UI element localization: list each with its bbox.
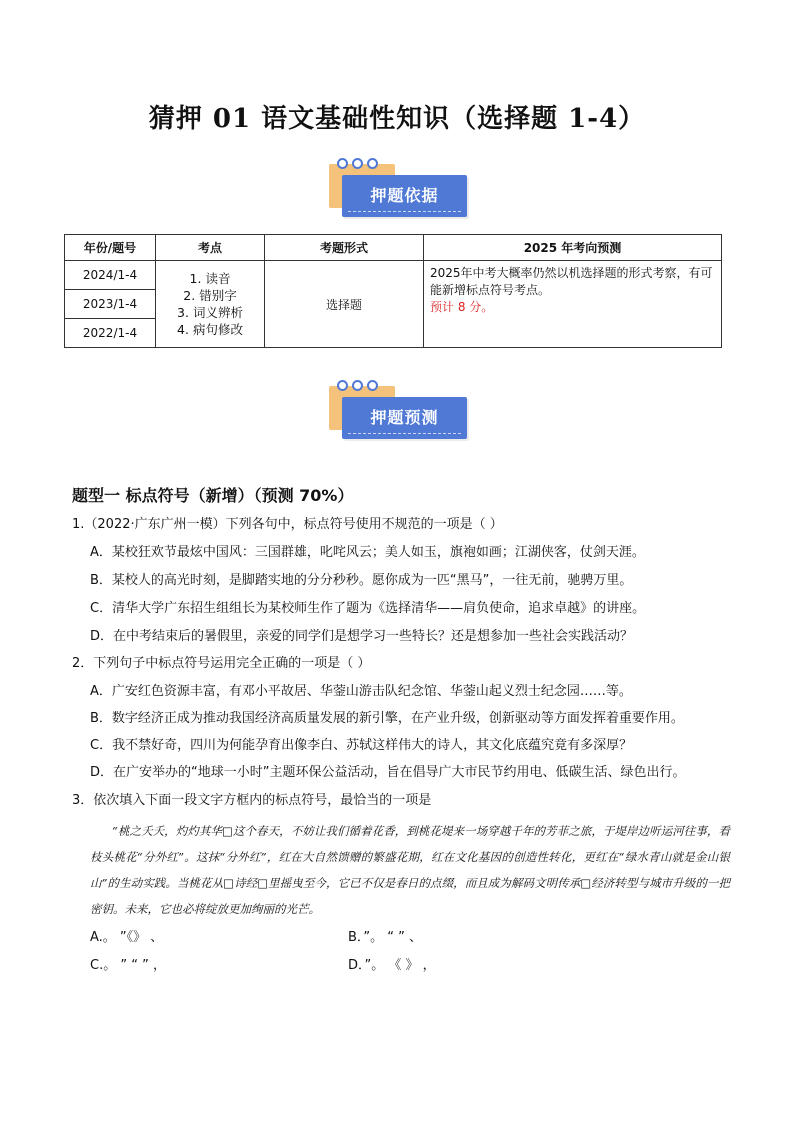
question-2-option-a: A．广安红色资源丰富，有邓小平故居、华蓥山游击队纪念馆、华蓥山起义烈士纪念园……等。 [90, 684, 632, 699]
year-cell: 2024/1-4 [65, 261, 156, 290]
question-3-option-c: C.。 ” “ ” ， [90, 958, 166, 973]
question-3-option-b: B．”。 “ ” 、 [348, 930, 423, 945]
form-cell: 选择题 [265, 261, 424, 348]
question-3-passage: “桃之夭夭，灼灼其华□这个春天，不妨让我们循着花香，到桃花堤来一场穿越千年的芳菲之旅，于堤岸边听运河往事，看枝头桃花“分外红”。这抹“分外红”，红在大自然馈赠的繁盛花期，红在文化基因的创造性转化，更红在“绿水青山就是金山银山”的生动实践。当桃花从□诗经□里摇曳至今，它已不仅是春日的点缀，而且成为解码文明传承□经济转型与城市升级的一把密钥。未来，它也必将绽放更加绚丽的光芒。 [90, 824, 730, 916]
point-item: 3. 词义辨析 [177, 305, 243, 320]
table-header-row [65, 235, 722, 261]
prediction-cell [424, 261, 722, 348]
badge-forecast [329, 376, 471, 448]
question-1-option-c: C．清华大学广东招生组组长为某校师生作了题为《选择清华——肩负使命，追求卓越》的讲座。 [90, 601, 646, 616]
question-1-option-a: A．某校狂欢节最炫中国风：三国群雄，叱咤风云；美人如玉，旗袍如画；江湖侠客，仗剑天涯。 [90, 545, 645, 560]
table-row [65, 261, 722, 290]
question-2-stem: 2．下列句子中标点符号运用完全正确的一项是（ ） [72, 656, 371, 671]
page-title: 猜押 01 语文基础性知识（选择题 1-4） [148, 104, 646, 134]
question-3-option-a: A.。 ”《》 、 [90, 930, 164, 945]
year-cell: 2023/1-4 [65, 290, 156, 319]
question-2-option-d: D．在广安举办的“地球一小时”主题环保公益活动，旨在倡导广大市民节约用电、低碳生活、绿色出行。 [90, 765, 686, 780]
prediction-note: 预计 8 分。 [430, 300, 494, 314]
section-title: 题型一 标点符号（新增）（预测 70%） [72, 486, 354, 505]
header-year: 年份/题号 [65, 235, 156, 261]
points-cell [156, 261, 265, 348]
binder-rings-icon [337, 154, 382, 173]
badge-basis [329, 154, 471, 226]
binder-rings-icon [337, 376, 382, 395]
point-item: 2. 错别字 [183, 288, 237, 303]
point-item: 1. 读音 [189, 271, 231, 286]
header-prediction: 2025 年考向预测 [424, 235, 722, 261]
question-3-option-d: D．”。 《 》 ， [348, 958, 436, 973]
prediction-text: 2025年中考大概率仍然以机选择题的形式考察，有可能新增标点符号考点。 [430, 266, 713, 297]
question-1-stem: 1.（2022·广东广州一模）下列各句中，标点符号使用不规范的一项是（ ） [72, 517, 503, 532]
badge-label: 押题依据 [370, 186, 439, 205]
header-form: 考题形式 [265, 235, 424, 261]
question-2-option-c: C．我不禁好奇，四川为何能孕育出像李白、苏轼这样伟大的诗人，其文化底蕴究竟有多深厚？ [90, 738, 633, 753]
question-1-option-b: B．某校人的高光时刻，是脚踏实地的分分秒秒。愿你成为一匹“黑马”，一往无前，驰骋万里。 [90, 573, 633, 588]
exam-basis-table [64, 234, 722, 348]
badge-label: 押题预测 [370, 408, 439, 427]
header-points: 考点 [156, 235, 265, 261]
year-cell: 2022/1-4 [65, 319, 156, 348]
question-3-stem: 3．依次填入下面一段文字方框内的标点符号，最恰当的一项是 [72, 793, 432, 808]
question-1-option-d: D．在中考结束后的暑假里，亲爱的同学们是想学习一些特长？还是想参加一些社会实践活动？ [90, 629, 634, 644]
point-item: 4. 病句修改 [177, 322, 243, 337]
question-2-option-b: B．数字经济正成为推动我国经济高质量发展的新引擎，在产业升级，创新驱动等方面发挥着重要作用。 [90, 711, 684, 726]
